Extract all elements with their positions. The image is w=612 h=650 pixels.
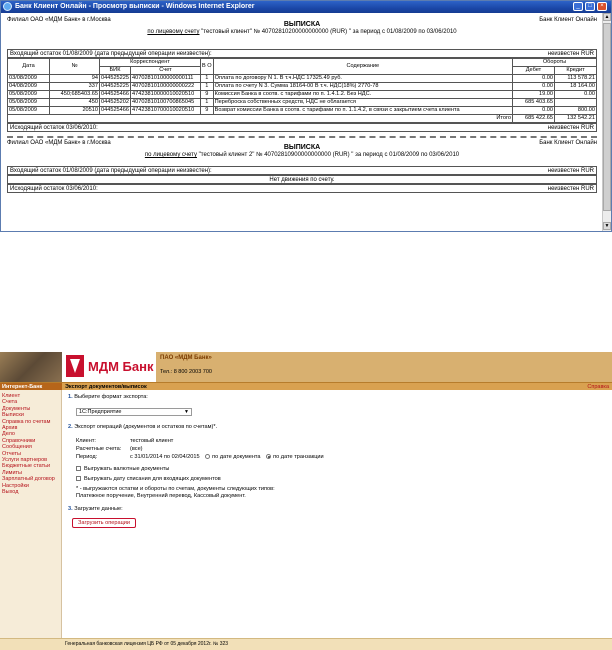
bank-logo[interactable] [62, 352, 156, 382]
export-note-2: Платежное поручение, Внутренний перевод, Кассовый документ. [76, 493, 246, 499]
top-nav [0, 382, 612, 390]
window-title: Банк Клиент Онлайн - Просмотр выписки - Windows Internet Explorer [15, 3, 255, 10]
subtitle-text: "тестовый клиент" № 40702810200000000000 (RUR) " за период с 01/08/2009 по 03/06/2010 [201, 29, 457, 35]
statement-header [7, 140, 597, 166]
cell-date: 05/08/2009 [8, 107, 50, 115]
cell-date: 03/08/2009 [8, 75, 50, 83]
footer-side [0, 638, 62, 650]
help-link[interactable]: Справка [587, 384, 609, 390]
total-credit: 132 542.21 [555, 115, 597, 123]
header-account: Счет [131, 67, 201, 75]
cell-credit: 0.00 [555, 91, 597, 99]
table-header-row [8, 59, 597, 67]
cell-credit: 800.00 [555, 107, 597, 115]
export-panel [62, 390, 612, 638]
accounts-value[interactable]: (все) [130, 446, 143, 452]
sidebar-item-directories[interactable]: Справочники [2, 437, 36, 444]
sidebar-item-archive[interactable]: Архив [2, 425, 18, 432]
cell-bik: 044525202 [101, 99, 129, 105]
bank-system-name: Банк Клиент Онлайн [539, 140, 597, 146]
sidebar-item-budget-items[interactable]: Бюджетные статьи [2, 463, 51, 470]
opening-balance-label: Входящий остаток 01/08/2009 (дата предыдущей операции неизвестен): [10, 168, 212, 174]
cell-account: 47423810000010020510 [131, 91, 201, 99]
subtitle-prefix: по лицевому счету [147, 29, 200, 35]
step-number: 2. [68, 424, 73, 430]
sidebar-item-partner-services[interactable]: Услуги партнеров [2, 457, 48, 464]
debit-date-label: Выгружать дату списания для входящих документов [84, 476, 221, 482]
cell-vo: 1 [201, 99, 214, 107]
cell-bik: 044525466 [101, 91, 129, 97]
debit-date-checkbox[interactable] [76, 476, 81, 481]
closing-balance-row [7, 123, 597, 132]
window-titlebar [1, 1, 611, 13]
cell-content: Комиссия Банка в соотв. с тарифами по п. 1.4.1.2. Без НДС. [213, 91, 512, 99]
closing-balance-value: неизвестен RUR [547, 125, 594, 131]
cell-account: 40702810100000000111 [131, 75, 201, 83]
cell-vo: 9 [201, 91, 214, 99]
bank-system-name: Банк Клиент Онлайн [539, 17, 597, 23]
cell-account: 47423810700010020510 [131, 107, 201, 115]
total-row [8, 115, 597, 123]
ie-window [0, 0, 612, 232]
subtitle-text: "тестовый клиент 2" № 40702810900000000000 (RUR) " за период с 01/08/2009 по 03/06/2010 [198, 152, 460, 158]
table-row [8, 107, 597, 115]
branch-name: Филиал ОАО «МДМ Банк» в г.Москва [7, 140, 111, 146]
export-format-select[interactable] [76, 408, 192, 416]
step-text: Выберите формат экспорта: [74, 394, 148, 400]
cell-account: 40702810100700865045 [131, 99, 201, 107]
header-num: № [50, 59, 100, 75]
load-operations-button[interactable]: Загрузить операции [72, 518, 136, 528]
table-row [8, 75, 597, 83]
cell-vo: 1 [201, 83, 214, 91]
close-button[interactable]: × [597, 2, 607, 11]
header-vo: В О [201, 59, 214, 75]
sidebar-item-file[interactable]: Дело [2, 431, 15, 438]
table-row [8, 99, 597, 107]
cell-num: 450;685403.65 [50, 91, 100, 99]
accounts-label: Расчетные счета: [76, 446, 122, 452]
cell-content: Переброска собственных средств, НДС не облагается [213, 99, 512, 107]
header-corr: Корреспондент [100, 59, 201, 67]
bank-app [0, 352, 612, 650]
sidebar-item-statements[interactable]: Выписки [2, 412, 24, 419]
sidebar-item-salary-contract[interactable]: Зарплатный договор [2, 476, 55, 483]
branch-name: Филиал ОАО «МДМ Банк» в г.Москва [7, 17, 111, 23]
cell-num: 337 [50, 83, 100, 91]
app-header [0, 352, 612, 382]
cell-vo: 9 [201, 107, 214, 115]
table-row [8, 83, 597, 91]
cell-num: 94 [50, 75, 100, 83]
cell-debit: 0.00 [513, 75, 555, 83]
radio-by-doc-date[interactable] [205, 454, 210, 459]
cell-num: 20510 [50, 107, 100, 115]
statement-title: ВЫПИСКА [283, 21, 321, 28]
total-label: Итого [8, 115, 513, 123]
currency-docs-checkbox[interactable] [76, 466, 81, 471]
radio-by-doc-date-label: по дате документа [212, 454, 261, 460]
header-bik: БИК [100, 67, 131, 75]
cell-credit: 113 578.21 [555, 75, 597, 83]
table-row [8, 91, 597, 99]
closing-balance-label: Исходящий остаток 03/06/2010: [10, 186, 98, 192]
footer-license: Генеральная банковская лицензия ЦБ РФ от 05 декабря 2012г. № 323 [62, 638, 612, 650]
opening-balance-label: Входящий остаток 01/08/2009 (дата предыдущей операции неизвестен): [10, 51, 212, 57]
step-number: 1. [68, 394, 73, 400]
cell-bik: 044525466 [101, 107, 129, 113]
cell-vo: 1 [201, 75, 214, 83]
scroll-up-icon[interactable]: ▲ [604, 14, 610, 20]
no-movement-row: Нет движения по счету. [7, 175, 597, 184]
scroll-down-icon[interactable]: ▼ [604, 223, 610, 229]
radio-by-tx-date-label: по дате транзакции [273, 454, 324, 460]
header-credit: Кредит [555, 67, 597, 75]
step-2 [68, 424, 217, 430]
mdm-logo-icon [66, 355, 84, 377]
period-row [130, 454, 324, 460]
cell-account: 40702810100000000222 [131, 83, 201, 91]
opening-balance-row [7, 166, 597, 175]
cell-content: Оплата по счету N 3. Сумма 18164-00 В т.ч. НДС(18%) 2770-78 [213, 83, 512, 91]
opening-balance-value: неизвестен RUR [547, 51, 594, 57]
total-debit: 685 422.65 [513, 115, 555, 123]
closing-balance-label: Исходящий остаток 03/06/2010: [10, 125, 98, 131]
cell-debit: 685 403.65 [513, 99, 555, 107]
sidebar-item-reports[interactable]: Отчеты [2, 450, 22, 457]
header-photo [0, 352, 62, 382]
statement-header [7, 15, 597, 49]
cell-debit: 0.00 [513, 107, 555, 115]
maximize-button[interactable]: □ [585, 2, 595, 11]
cell-content: Оплата по договору N 1. В т.ч.НДС 17325.49 руб. [213, 75, 512, 83]
cell-date: 05/08/2009 [8, 99, 50, 107]
cell-date: 05/08/2009 [8, 91, 50, 99]
section-title: Экспорт документов/выписок [65, 384, 147, 390]
header-debit: Дебет [513, 67, 555, 75]
statement-subtitle [7, 29, 597, 35]
minimize-button[interactable]: _ [573, 2, 583, 11]
nav-internet-bank[interactable]: Интернет-Банк [0, 383, 62, 391]
sidebar-item-settings[interactable]: Настройки [2, 482, 29, 489]
cell-debit: 0.00 [513, 83, 555, 91]
statement-title: ВЫПИСКА [283, 144, 321, 151]
closing-balance-row [7, 184, 597, 193]
period-value[interactable]: с 31/01/2014 по 02/04/2015 [130, 454, 200, 460]
currency-docs-option[interactable] [76, 466, 169, 472]
cell-content: Возврат комиссии Банка в соотв. с тарифами по п. 1.1.4.2, в связи с закрытием счета клиента [213, 107, 512, 115]
header-bar [156, 352, 612, 382]
selected-format: 1С:Предприятие [79, 409, 122, 415]
sidebar-item-client[interactable]: Клиент [2, 393, 21, 399]
org-name: ПАО «МДМ Банк» [160, 355, 212, 361]
cell-debit: 19.00 [513, 91, 555, 99]
statement-divider [7, 136, 597, 138]
header-content: Содержание [213, 59, 512, 75]
export-note-1: * - выгружаются остатки и обороты по счетам, документы следующих типов: [76, 486, 275, 492]
cell-date: 04/08/2009 [8, 83, 50, 91]
chevron-down-icon: ▼ [184, 409, 189, 415]
step-3 [68, 506, 123, 512]
cell-num: 450 [50, 99, 100, 107]
sidebar-menu [0, 390, 62, 638]
period-label: Период: [76, 454, 98, 460]
header-date: Дата [8, 59, 50, 75]
sidebar-item-messages[interactable]: Сообщения [2, 444, 32, 451]
vertical-scrollbar[interactable] [602, 13, 611, 231]
cell-bik: 044525225 [101, 75, 129, 81]
currency-docs-label: Выгружать валютные документы [84, 466, 170, 472]
scroll-thumb[interactable] [603, 23, 611, 211]
step-1 [68, 394, 148, 400]
cell-bik: 044525225 [101, 83, 129, 89]
ie-logo-icon [3, 2, 12, 11]
logo-text: МДМ Банк [88, 359, 154, 374]
step-number: 3. [68, 506, 73, 512]
client-value: тестовый клиент [130, 438, 174, 444]
phone: Тел.: 8 800 2003 700 [160, 369, 212, 375]
debit-date-option[interactable] [76, 476, 221, 482]
subtitle-prefix: по лицевому счету [144, 152, 197, 158]
closing-balance-value: неизвестен RUR [547, 186, 594, 192]
cell-credit: 18 164.00 [555, 83, 597, 91]
step-text: Загрузите данные: [74, 506, 123, 512]
sidebar-item-limits[interactable]: Лимиты [2, 469, 23, 476]
sidebar-item-accounts[interactable]: Счета [2, 399, 18, 406]
statement-content [1, 13, 603, 231]
cell-credit [555, 99, 597, 107]
sidebar-item-documents[interactable]: Документы [2, 405, 31, 412]
step-text: Экспорт операций (документов и остатков по счетам)*. [74, 424, 218, 430]
client-label: Клиент: [76, 438, 96, 444]
statement-subtitle [7, 152, 597, 158]
radio-by-tx-date[interactable] [266, 454, 271, 459]
operations-table [7, 58, 597, 123]
opening-balance-value: неизвестен RUR [547, 168, 594, 174]
sidebar-item-exit[interactable]: Выход [2, 489, 19, 496]
opening-balance-row [7, 49, 597, 58]
header-turnover: Обороты [513, 59, 597, 67]
sidebar-item-account-reference[interactable]: Справка по счетам [2, 418, 51, 425]
